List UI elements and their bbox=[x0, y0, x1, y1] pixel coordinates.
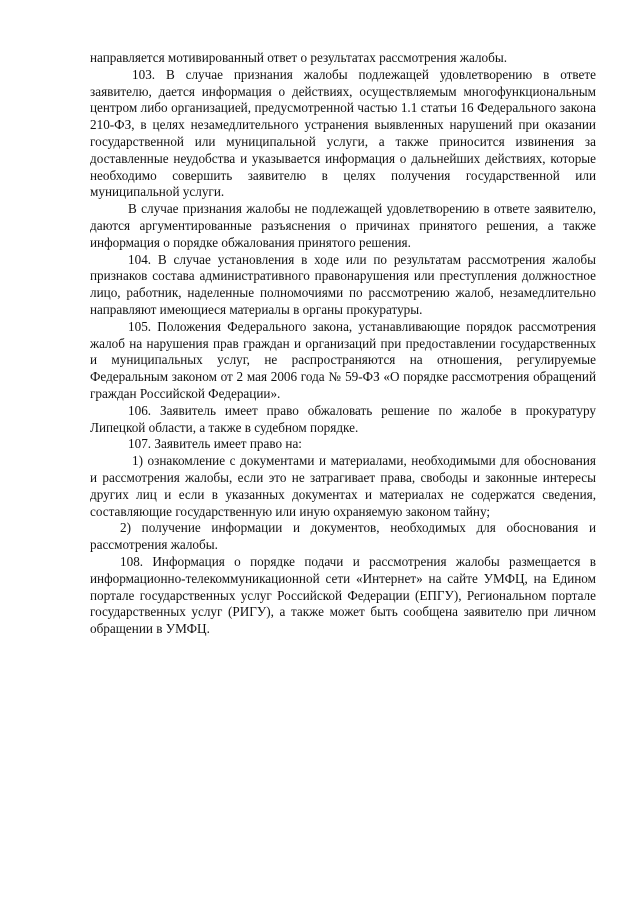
document-page bbox=[90, 50, 596, 638]
paragraph-108: 108. Информация о порядке подачи и рассмотрения жалобы размещается в информационно-телекоммуникационной сети «Интернет» на сайте УМФЦ, на Едином портале государственных услуг Российской Федерации (ЕПГУ), Региональном портале государственных услуг (РИГУ), а также может быть сообщена заявителю при личном обращении в УМФЦ. bbox=[90, 553, 596, 637]
paragraph-103-refusal: В случае признания жалобы не подлежащей удовлетворению в ответе заявителю, даются аргументированные разъяснения о причинах принятого решения, а также информация о порядке обжалования принятого решения. bbox=[90, 201, 596, 250]
paragraph-106: 106. Заявитель имеет право обжаловать решение по жалобе в прокуратуру Липецкой области, а также в судебном порядке. bbox=[90, 402, 596, 435]
paragraph-104: 104. В случае установления в ходе или по результатам рассмотрения жалобы признаков состава административного правонарушения или преступления должностное лицо, работник, наделенные полномочиями по рассмотрению жалоб, незамедлительно направляют имеющиеся материалы в органы прокуратуры. bbox=[90, 251, 596, 317]
paragraph-105: 105. Положения Федерального закона, устанавливающие порядок рассмотрения жалоб на нарушения прав граждан и организаций при предоставлении государственных и муниципальных услуг, не распространяются на отношения, регулируемые Федеральным законом от 2 мая 2006 года № 59-ФЗ «О порядке рассмотрения обращений граждан Российской Федерации». bbox=[90, 318, 596, 401]
paragraph-107: 107. Заявитель имеет право на: bbox=[128, 436, 302, 452]
paragraph-107-item-1: 1) ознакомление с документами и материалами, необходимыми для обоснования и рассмотрения жалобы, если это не затрагивает права, свободы и законные интересы других лиц и если в указанных документах и материалах не содержатся сведения, составляющие государственную или иную охраняемую законом тайну; bbox=[90, 453, 596, 519]
paragraph-continuation: направляется мотивированный ответ о результатах рассмотрения жалобы. bbox=[90, 50, 508, 65]
paragraph-103: 103. В случае признания жалобы подлежащей удовлетворению в ответе заявителю, дается информация о действиях, осуществляемым многофункциональным центром либо организацией, предусмотренной частью 1.1 статьи 16 Федерального закона 210-ФЗ, в целях незамедлительного устранения выявленных нарушений при оказании государственной или муниципальной услуги, а также приносится извинения за доставленные неудобства и указывается информация о дальнейших действиях, которые необходимо совершить заявителю в целях получения государственной или муниципальной услуги. bbox=[90, 66, 596, 200]
paragraph-107-item-2: 2) получение информации и документов, необходимых для обоснования и рассмотрения жалобы. bbox=[90, 520, 596, 553]
